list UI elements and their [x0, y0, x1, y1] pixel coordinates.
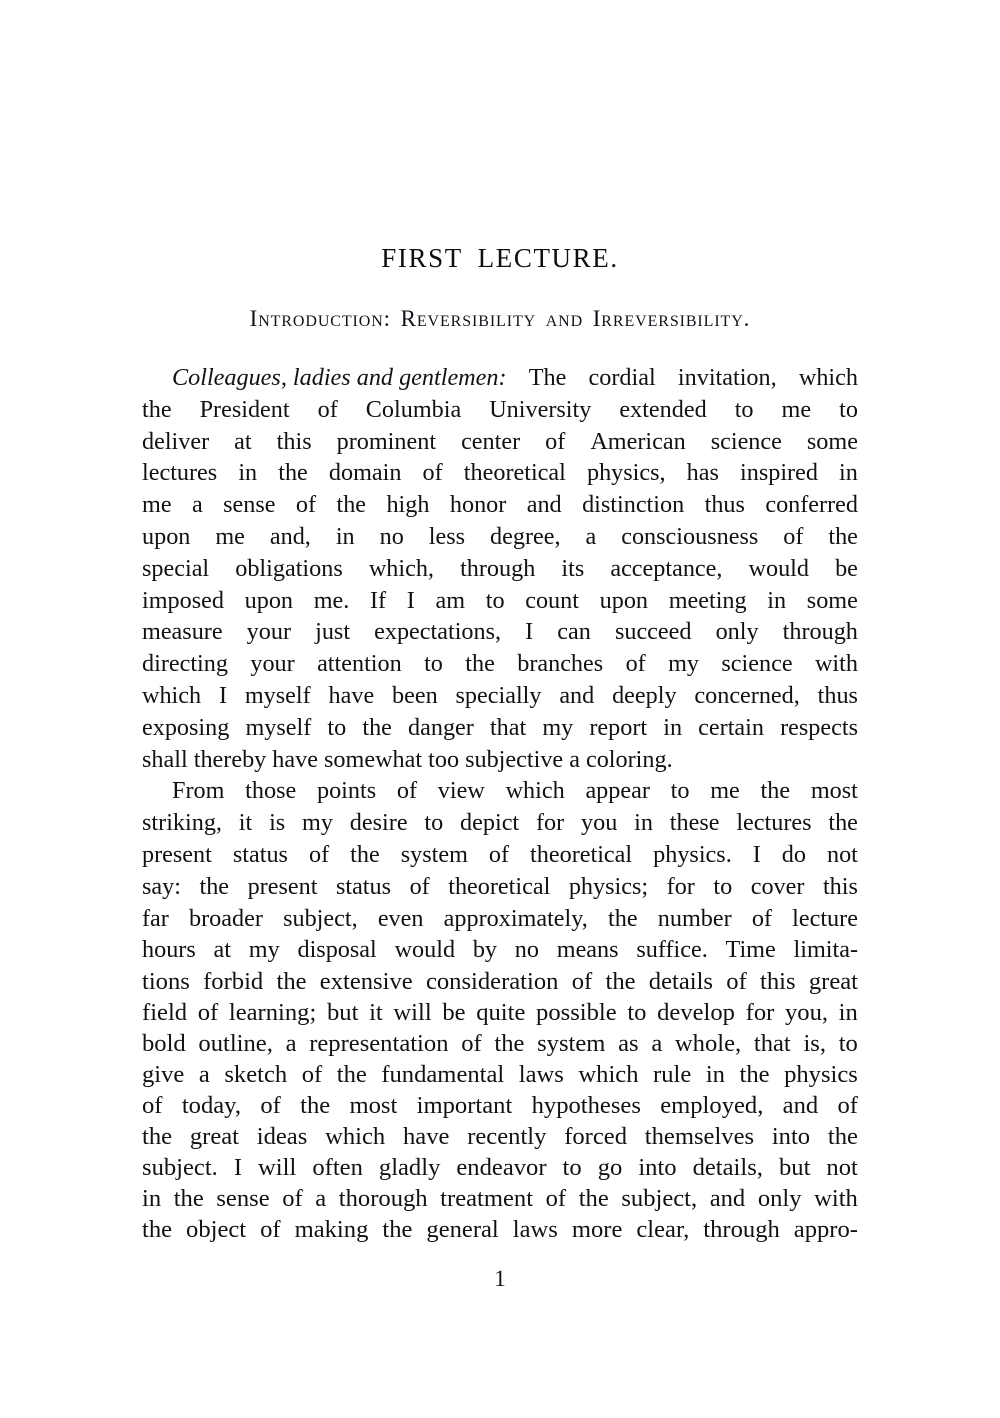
paragraph-1	[142, 362, 858, 775]
text-line: bold outline, a representation of the system as a whole, that is, to	[142, 1030, 858, 1058]
text-line: hours at my disposal would by no means suffice. Time limita-	[142, 936, 858, 964]
text-line: lectures in the domain of theoretical physics, has inspired in	[142, 459, 858, 487]
text-line: tions forbid the extensive consideration of the details of this great	[142, 968, 858, 996]
section-subtitle: Introduction: Reversibility and Irreversibility.	[249, 306, 751, 331]
text-line: deliver at this prominent center of American science some	[142, 427, 858, 455]
text-line: exposing myself to the danger that my report in certain respects	[142, 713, 858, 741]
text-line: measure your just expectations, I can succeed only through	[142, 618, 858, 646]
text-line: directing your attention to the branches of my science with	[142, 650, 858, 678]
text-line: Colleagues, ladies and gentlemen: The cordial invitation, which	[172, 364, 858, 391]
page-title: FIRST LECTURE.	[381, 243, 619, 273]
text-line: of today, of the most important hypotheses employed, and of	[142, 1092, 858, 1120]
text-line: striking, it is my desire to depict for you in these lectures the	[142, 809, 858, 837]
text-line: present status of the system of theoretical physics. I do not	[142, 840, 858, 868]
text-line: the President of Columbia University extended to me to	[142, 395, 858, 423]
text-line: me a sense of the high honor and distinction thus conferred	[142, 491, 858, 519]
text-line: imposed upon me. If I am to count upon meeting in some	[142, 586, 858, 614]
text-line: subject. I will often gladly endeavor to go into details, but not	[142, 1154, 858, 1182]
text-line: in the sense of a thorough treatment of the subject, and only with	[142, 1185, 858, 1213]
text-line: which I myself have been specially and deeply concerned, thus	[142, 681, 858, 709]
paragraph-2	[142, 775, 858, 1245]
text-line: far broader subject, even approximately, the number of lecture	[142, 904, 858, 932]
text-line: the object of making the general laws more clear, through appro-	[142, 1216, 858, 1244]
text-line: give a sketch of the fundamental laws which rule in the physics	[142, 1061, 858, 1089]
text-line: upon me and, in no less degree, a consciousness of the	[142, 522, 858, 550]
paragraph-2-lower	[142, 966, 858, 1245]
text-line: say: the present status of theoretical physics; for to cover this	[142, 872, 858, 900]
page-number: 1	[494, 1266, 506, 1291]
text-line: From those points of view which appear to me the most	[172, 777, 858, 805]
text-line: special obligations which, through its acceptance, would be	[142, 554, 858, 582]
paragraph-2-upper	[142, 775, 858, 966]
text-line: the great ideas which have recently forced themselves into the	[142, 1123, 858, 1151]
body-text	[142, 362, 858, 1245]
salutation: Colleagues, ladies and gentlemen:	[172, 364, 507, 391]
text-line: shall thereby have somewhat too subjective a coloring.	[142, 745, 673, 773]
text-line: field of learning; but it will be quite possible to develop for you, in	[142, 999, 858, 1027]
